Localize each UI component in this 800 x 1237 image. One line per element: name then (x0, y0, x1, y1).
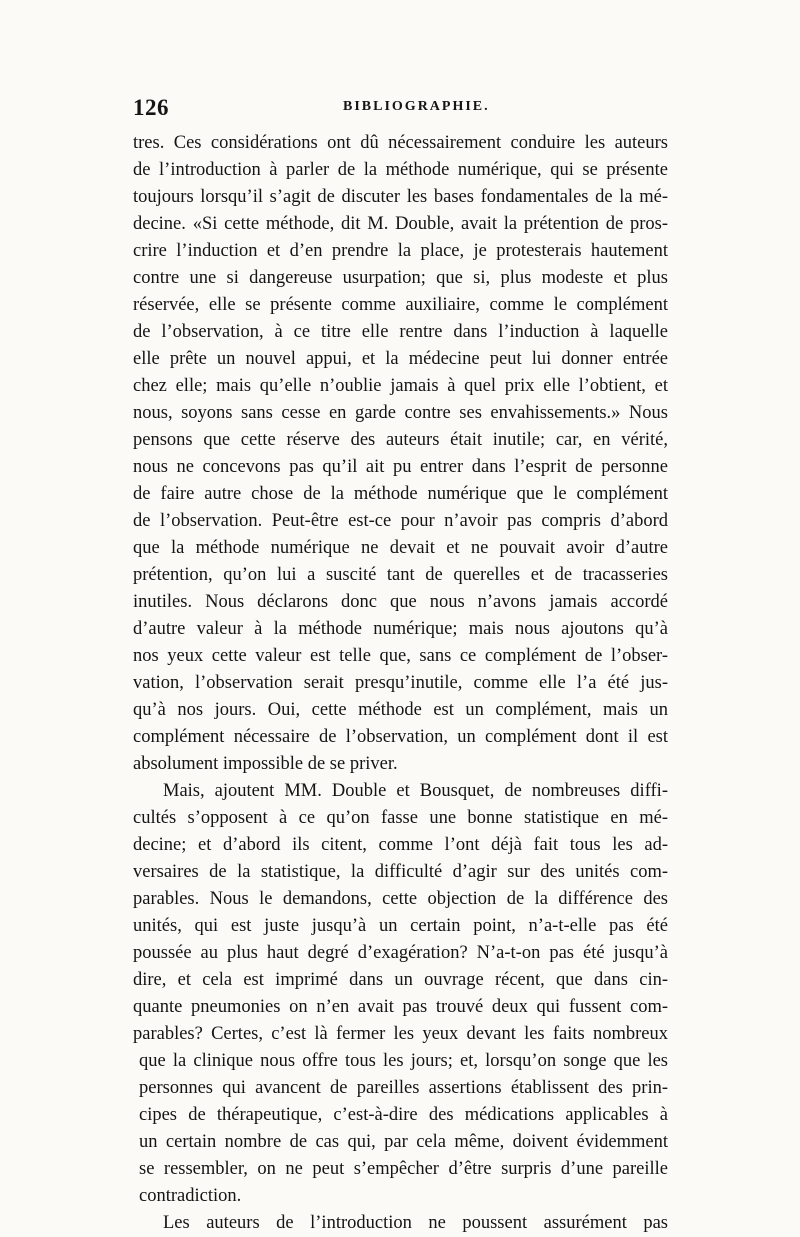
text-line: parables? Certes, c’est là fermer les yeux devant les faits nombreux (133, 1024, 668, 1044)
text-line: pensons que cette réserve des auteurs était inutile; car, en vérité, (133, 430, 668, 450)
text-line: elle prête un nouvel appui, et la médecine peut lui donner entrée (133, 349, 668, 369)
text-line: toujours lorsqu’il s’agit de discuter les bases fondamentales de la mé- (133, 187, 668, 207)
text-line: de l’introduction à parler de la méthode numérique, qui se présente (133, 160, 668, 180)
text-line: de l’observation, à ce titre elle rentre dans l’induction à laquelle (133, 322, 668, 342)
text-line: de faire autre chose de la méthode numérique que le complément (133, 484, 668, 504)
text-line: inutiles. Nous déclarons donc que nous n’avons jamais accordé (133, 592, 668, 612)
text-line: se ressembler, on ne peut s’empêcher d’être surpris d’une pareille (139, 1159, 668, 1179)
text-line: nous, soyons sans cesse en garde contre ses envahissements.» Nous (133, 403, 668, 423)
text-line: prétention, qu’on lui a suscité tant de querelles et de tracasseries (133, 565, 668, 585)
page-number: 126 (133, 95, 169, 120)
text-line: que la méthode numérique ne devait et ne pouvait avoir d’autre (133, 538, 668, 558)
text-line: de l’observation. Peut-être est-ce pour n’avoir pas compris d’abord (133, 511, 668, 531)
page-header (133, 95, 693, 125)
text-line: contradiction. (139, 1186, 242, 1206)
text-line: poussée au plus haut degré d’exagération? N’a-t-on pas été jusqu’à (133, 943, 668, 963)
text-line: quante pneumonies on n’en avait pas trouvé deux qui fussent com- (133, 997, 668, 1017)
running-head: BIBLIOGRAPHIE. (343, 99, 490, 114)
text-line: qu’à nos jours. Oui, cette méthode est un complément, mais un (133, 700, 668, 720)
text-line: nos yeux cette valeur est telle que, sans ce complément de l’obser- (133, 646, 668, 666)
text-line: personnes qui avancent de pareilles assertions établissent des prin- (139, 1078, 668, 1098)
text-line: complément nécessaire de l’observation, un complément dont il est (133, 727, 668, 747)
text-line: parables. Nous le demandons, cette objection de la différence des (133, 889, 668, 909)
text-line: versaires de la statistique, la difficulté d’agir sur des unités com- (133, 862, 668, 882)
text-line: cultés s’opposent à ce qu’on fasse une bonne statistique en mé- (133, 808, 668, 828)
text-line: absolument impossible de se priver. (133, 754, 398, 774)
text-line: decine. «Si cette méthode, dit M. Double, avait la prétention de pros- (133, 214, 668, 234)
text-line: tres. Ces considérations ont dû nécessairement conduire les auteurs (133, 133, 668, 153)
text-line: decine; et d’abord ils citent, comme l’ont déjà fait tous les ad- (133, 835, 668, 855)
text-line: cipes de thérapeutique, c’est-à-dire des médications applicables à (139, 1105, 668, 1125)
text-line: un certain nombre de cas qui, par cela même, doivent évidemment (139, 1132, 668, 1152)
text-line: vation, l’observation serait presqu’inutile, comme elle l’a été jus- (133, 673, 668, 693)
text-line: nous ne concevons pas qu’il ait pu entrer dans l’esprit de personne (133, 457, 668, 477)
text-line: Les auteurs de l’introduction ne poussent assurément pas (163, 1213, 668, 1233)
text-line: d’autre valeur à la méthode numérique; mais nous ajoutons qu’à (133, 619, 668, 639)
text-line: chez elle; mais qu’elle n’oublie jamais à quel prix elle l’obtient, et (133, 376, 668, 396)
text-line: réservée, elle se présente comme auxiliaire, comme le complément (133, 295, 668, 315)
text-line: crire l’induction et d’en prendre la place, je protesterais hautement (133, 241, 668, 261)
text-line: Mais, ajoutent MM. Double et Bousquet, de nombreuses diffi- (163, 781, 668, 801)
text-line: dire, et cela est imprimé dans un ouvrage récent, que dans cin- (133, 970, 668, 990)
text-line: contre une si dangereuse usurpation; que si, plus modeste et plus (133, 268, 668, 288)
body-text (133, 130, 668, 1237)
text-line: unités, qui est juste jusqu’à un certain point, n’a-t-elle pas été (133, 916, 668, 936)
text-line: que la clinique nous offre tous les jours; et, lorsqu’on songe que les (139, 1051, 668, 1071)
